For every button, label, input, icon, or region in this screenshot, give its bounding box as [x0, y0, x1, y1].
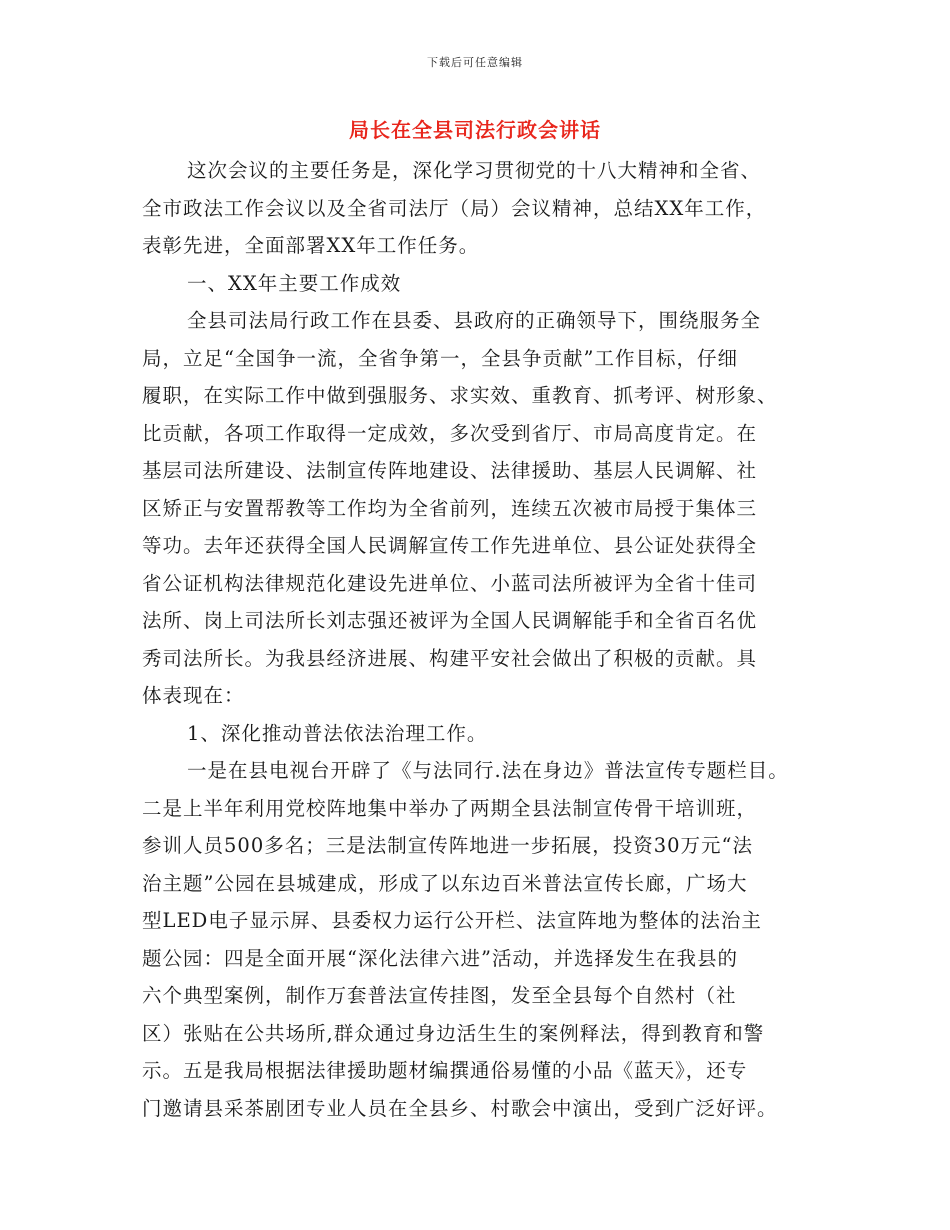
- paragraph-line: 二是上半年利用党校阵地集中举办了两期全县法制宣传骨干培训班，: [142, 796, 758, 820]
- document-body: [142, 152, 842, 1127]
- paragraph-line: 比贡献，各项工作取得一定成效，多次受到省厅、市局高度肯定。在: [142, 421, 758, 445]
- document-title: 局长在全县司法行政会讲话: [349, 118, 601, 142]
- paragraph-line: 基层司法所建设、法制宣传阵地建设、法律援助、基层人民调解、社: [142, 459, 758, 482]
- paragraph-line: 履职，在实际工作中做到强服务、求实效、重教育、抓考评、树形象、: [142, 384, 778, 407]
- paragraph-line: 全县司法局行政工作在县委、县政府的正确领导下，围绕服务全: [187, 309, 762, 332]
- paragraph-line: 型LED电子显示屏、县委权力运行公开栏、法宣阵地为整体的法治主: [142, 909, 762, 932]
- paragraph-line: 治主题”公园在县城建成，形成了以东边百米普法宣传长廊，广场大: [142, 871, 748, 895]
- paragraph-line: 示。五是我局根据法律援助题材编撰通俗易懂的小品《蓝天》，还专: [142, 1059, 748, 1082]
- subsection-heading: 1、深化推动普法依法治理工作。: [187, 721, 488, 745]
- paragraph-line: 六个典型案例，制作万套普法宣传挂图，发至全县每个自然村（社: [142, 984, 737, 1007]
- paragraph-line: 一是在县电视台开辟了《与法同行.法在身边》普法宣传专题栏目。: [187, 759, 789, 782]
- paragraph-line: 题公园：四是全面开展“深化法律六进”活动，并选择发生在我县的: [142, 946, 738, 970]
- paragraph-line: 省公证机构法律规范化建设先进单位、小蓝司法所被评为全省十佳司: [142, 571, 758, 595]
- paragraph-line: 秀司法所长。为我县经济进展、构建平安社会做出了积极的贡献。具: [142, 646, 758, 670]
- paragraph-line: 这次会议的主要任务是，深化学习贯彻党的十八大精神和全省、: [187, 159, 762, 182]
- paragraph-line: 区矫正与安置帮教等工作均为全省前列，连续五次被市局授于集体三: [142, 496, 758, 520]
- paragraph-line: 体表现在：: [142, 684, 245, 707]
- header-note: 下载后可任意编辑: [427, 56, 523, 69]
- paragraph-line: 参训人员500多名；三是法制宣传阵地进一步拓展，投资30万元“法: [142, 834, 754, 857]
- paragraph-line: 区）张贴在公共场所,群众通过身边活生生的案例释法，得到教育和警: [142, 1021, 765, 1045]
- paragraph-line: 等功。去年还获得全国人民调解宣传工作先进单位、县公证处获得全: [142, 534, 758, 557]
- paragraph-line: 法所、岗上司法所长刘志强还被评为全国人民调解能手和全省百名优: [142, 609, 758, 632]
- paragraph-line: 全市政法工作会议以及全省司法厅（局）会议精神，总结XX年工作，: [142, 196, 767, 220]
- section-heading: 一、XX年主要工作成效: [187, 271, 402, 295]
- paragraph-line: 门邀请县采茶剧团专业人员在全县乡、村歌会中演出，受到广泛好评。: [142, 1096, 778, 1120]
- paragraph-line: 表彰先进，全面部署XX年工作任务。: [142, 234, 480, 257]
- paragraph-line: 局，立足“全国争一流，全省争第一，全县争贡献”工作目标，仔细: [142, 346, 738, 370]
